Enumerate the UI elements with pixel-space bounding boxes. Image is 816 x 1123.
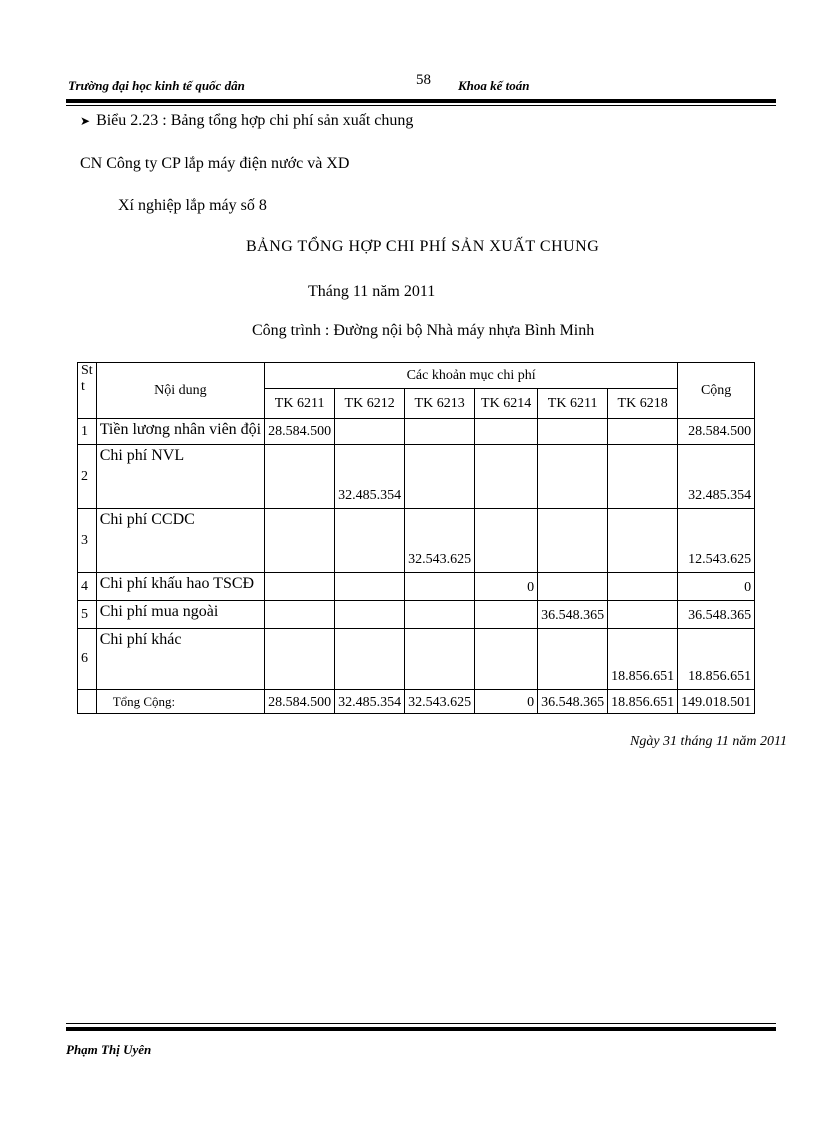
cell-value: 18.856.651 bbox=[608, 629, 678, 690]
cell-value bbox=[538, 573, 608, 601]
row-total: 12.543.625 bbox=[678, 509, 755, 573]
company-name: CN Công ty CP lắp máy điện nước và XD bbox=[80, 155, 350, 172]
cell-value bbox=[608, 445, 678, 509]
row-number: 5 bbox=[78, 601, 97, 629]
stt-header: St t bbox=[78, 363, 97, 419]
total-row-stt bbox=[78, 690, 97, 714]
cell-value bbox=[475, 601, 538, 629]
bieu-caption bbox=[80, 112, 413, 130]
total-row bbox=[78, 690, 755, 714]
account-header: TK 6218 bbox=[608, 389, 678, 419]
enterprise-name: Xí nghiệp lắp máy số 8 bbox=[118, 197, 267, 214]
row-content: Chi phí khác bbox=[96, 629, 264, 690]
cell-value bbox=[335, 573, 405, 601]
total-value: 18.856.651 bbox=[608, 690, 678, 714]
total-value: 36.548.365 bbox=[538, 690, 608, 714]
footer-rule-thin bbox=[66, 1023, 776, 1024]
cell-value bbox=[538, 629, 608, 690]
account-header: TK 6212 bbox=[335, 389, 405, 419]
table-row bbox=[78, 445, 755, 509]
row-total: 36.548.365 bbox=[678, 601, 755, 629]
school-name: Trường đại học kinh tế quốc dân bbox=[68, 78, 245, 93]
cell-value bbox=[608, 509, 678, 573]
cell-value bbox=[405, 629, 475, 690]
table-row bbox=[78, 419, 755, 445]
cell-value bbox=[475, 509, 538, 573]
cell-value bbox=[335, 601, 405, 629]
header-rule-thick bbox=[66, 99, 776, 103]
total-value: 28.584.500 bbox=[265, 690, 335, 714]
table-row bbox=[78, 629, 755, 690]
bieu-title: Biểu 2.23 : Bảng tổng hợp chi phí sản xuất chung bbox=[96, 112, 414, 129]
row-number: 4 bbox=[78, 573, 97, 601]
date-line: Ngày 31 tháng 11 năm 2011 bbox=[630, 734, 787, 749]
table-header-row bbox=[78, 363, 755, 389]
cell-value bbox=[608, 573, 678, 601]
cell-value bbox=[608, 601, 678, 629]
cell-value bbox=[538, 509, 608, 573]
cell-value bbox=[265, 509, 335, 573]
content-header: Nội dung bbox=[96, 363, 264, 419]
cell-value bbox=[265, 445, 335, 509]
cell-value bbox=[405, 419, 475, 445]
page-header bbox=[66, 72, 776, 98]
account-header: TK 6214 bbox=[475, 389, 538, 419]
row-total: 32.485.354 bbox=[678, 445, 755, 509]
account-header: TK 6211 bbox=[538, 389, 608, 419]
header-rule-thin bbox=[66, 105, 776, 106]
cell-value bbox=[475, 629, 538, 690]
cost-summary-table bbox=[77, 362, 755, 714]
cell-value: 32.543.625 bbox=[405, 509, 475, 573]
cell-value bbox=[335, 629, 405, 690]
row-content: Tiền lương nhân viên đội bbox=[96, 419, 264, 445]
cell-value bbox=[538, 419, 608, 445]
row-number: 6 bbox=[78, 629, 97, 690]
cell-value bbox=[265, 573, 335, 601]
arrow-bullet-icon: ➤ bbox=[80, 114, 91, 128]
cell-value bbox=[608, 419, 678, 445]
cell-value: 32.485.354 bbox=[335, 445, 405, 509]
total-value: 32.543.625 bbox=[405, 690, 475, 714]
row-number: 3 bbox=[78, 509, 97, 573]
grand-total: 149.018.501 bbox=[678, 690, 755, 714]
table-row bbox=[78, 509, 755, 573]
document-title: BẢNG TỔNG HỢP CHI PHÍ SẢN XUẤT CHUNG bbox=[246, 238, 600, 255]
project-name: Công trình : Đường nội bộ Nhà máy nhựa Bình Minh bbox=[252, 322, 595, 339]
account-header: TK 6213 bbox=[405, 389, 475, 419]
row-content: Chi phí NVL bbox=[96, 445, 264, 509]
row-content: Chi phí CCDC bbox=[96, 509, 264, 573]
row-content: Chi phí mua ngoài bbox=[96, 601, 264, 629]
row-total: 18.856.651 bbox=[678, 629, 755, 690]
cell-value bbox=[475, 445, 538, 509]
cell-value bbox=[265, 629, 335, 690]
cell-value: 36.548.365 bbox=[538, 601, 608, 629]
author-name: Phạm Thị Uyên bbox=[66, 1042, 152, 1057]
cell-value bbox=[335, 419, 405, 445]
cell-value bbox=[538, 445, 608, 509]
row-total: 0 bbox=[678, 573, 755, 601]
cell-value bbox=[405, 601, 475, 629]
page-number: 58 bbox=[416, 72, 431, 88]
cell-value bbox=[475, 419, 538, 445]
total-value: 32.485.354 bbox=[335, 690, 405, 714]
cell-value bbox=[405, 573, 475, 601]
cell-value bbox=[405, 445, 475, 509]
total-value: 0 bbox=[475, 690, 538, 714]
footer-rule-thick bbox=[66, 1027, 776, 1031]
account-header: TK 6211 bbox=[265, 389, 335, 419]
cost-items-header: Các khoản mục chi phí bbox=[265, 363, 678, 389]
row-content: Chi phí khấu hao TSCĐ bbox=[96, 573, 264, 601]
cell-value bbox=[265, 601, 335, 629]
total-header: Cộng bbox=[678, 363, 755, 419]
total-label: Tổng Cộng: bbox=[96, 690, 264, 714]
table-row bbox=[78, 573, 755, 601]
row-number: 1 bbox=[78, 419, 97, 445]
cell-value bbox=[335, 509, 405, 573]
table-row bbox=[78, 601, 755, 629]
cell-value: 28.584.500 bbox=[265, 419, 335, 445]
period: Tháng 11 năm 2011 bbox=[308, 283, 436, 300]
row-total: 28.584.500 bbox=[678, 419, 755, 445]
cell-value: 0 bbox=[475, 573, 538, 601]
row-number: 2 bbox=[78, 445, 97, 509]
department-name: Khoa kế toán bbox=[458, 78, 530, 93]
